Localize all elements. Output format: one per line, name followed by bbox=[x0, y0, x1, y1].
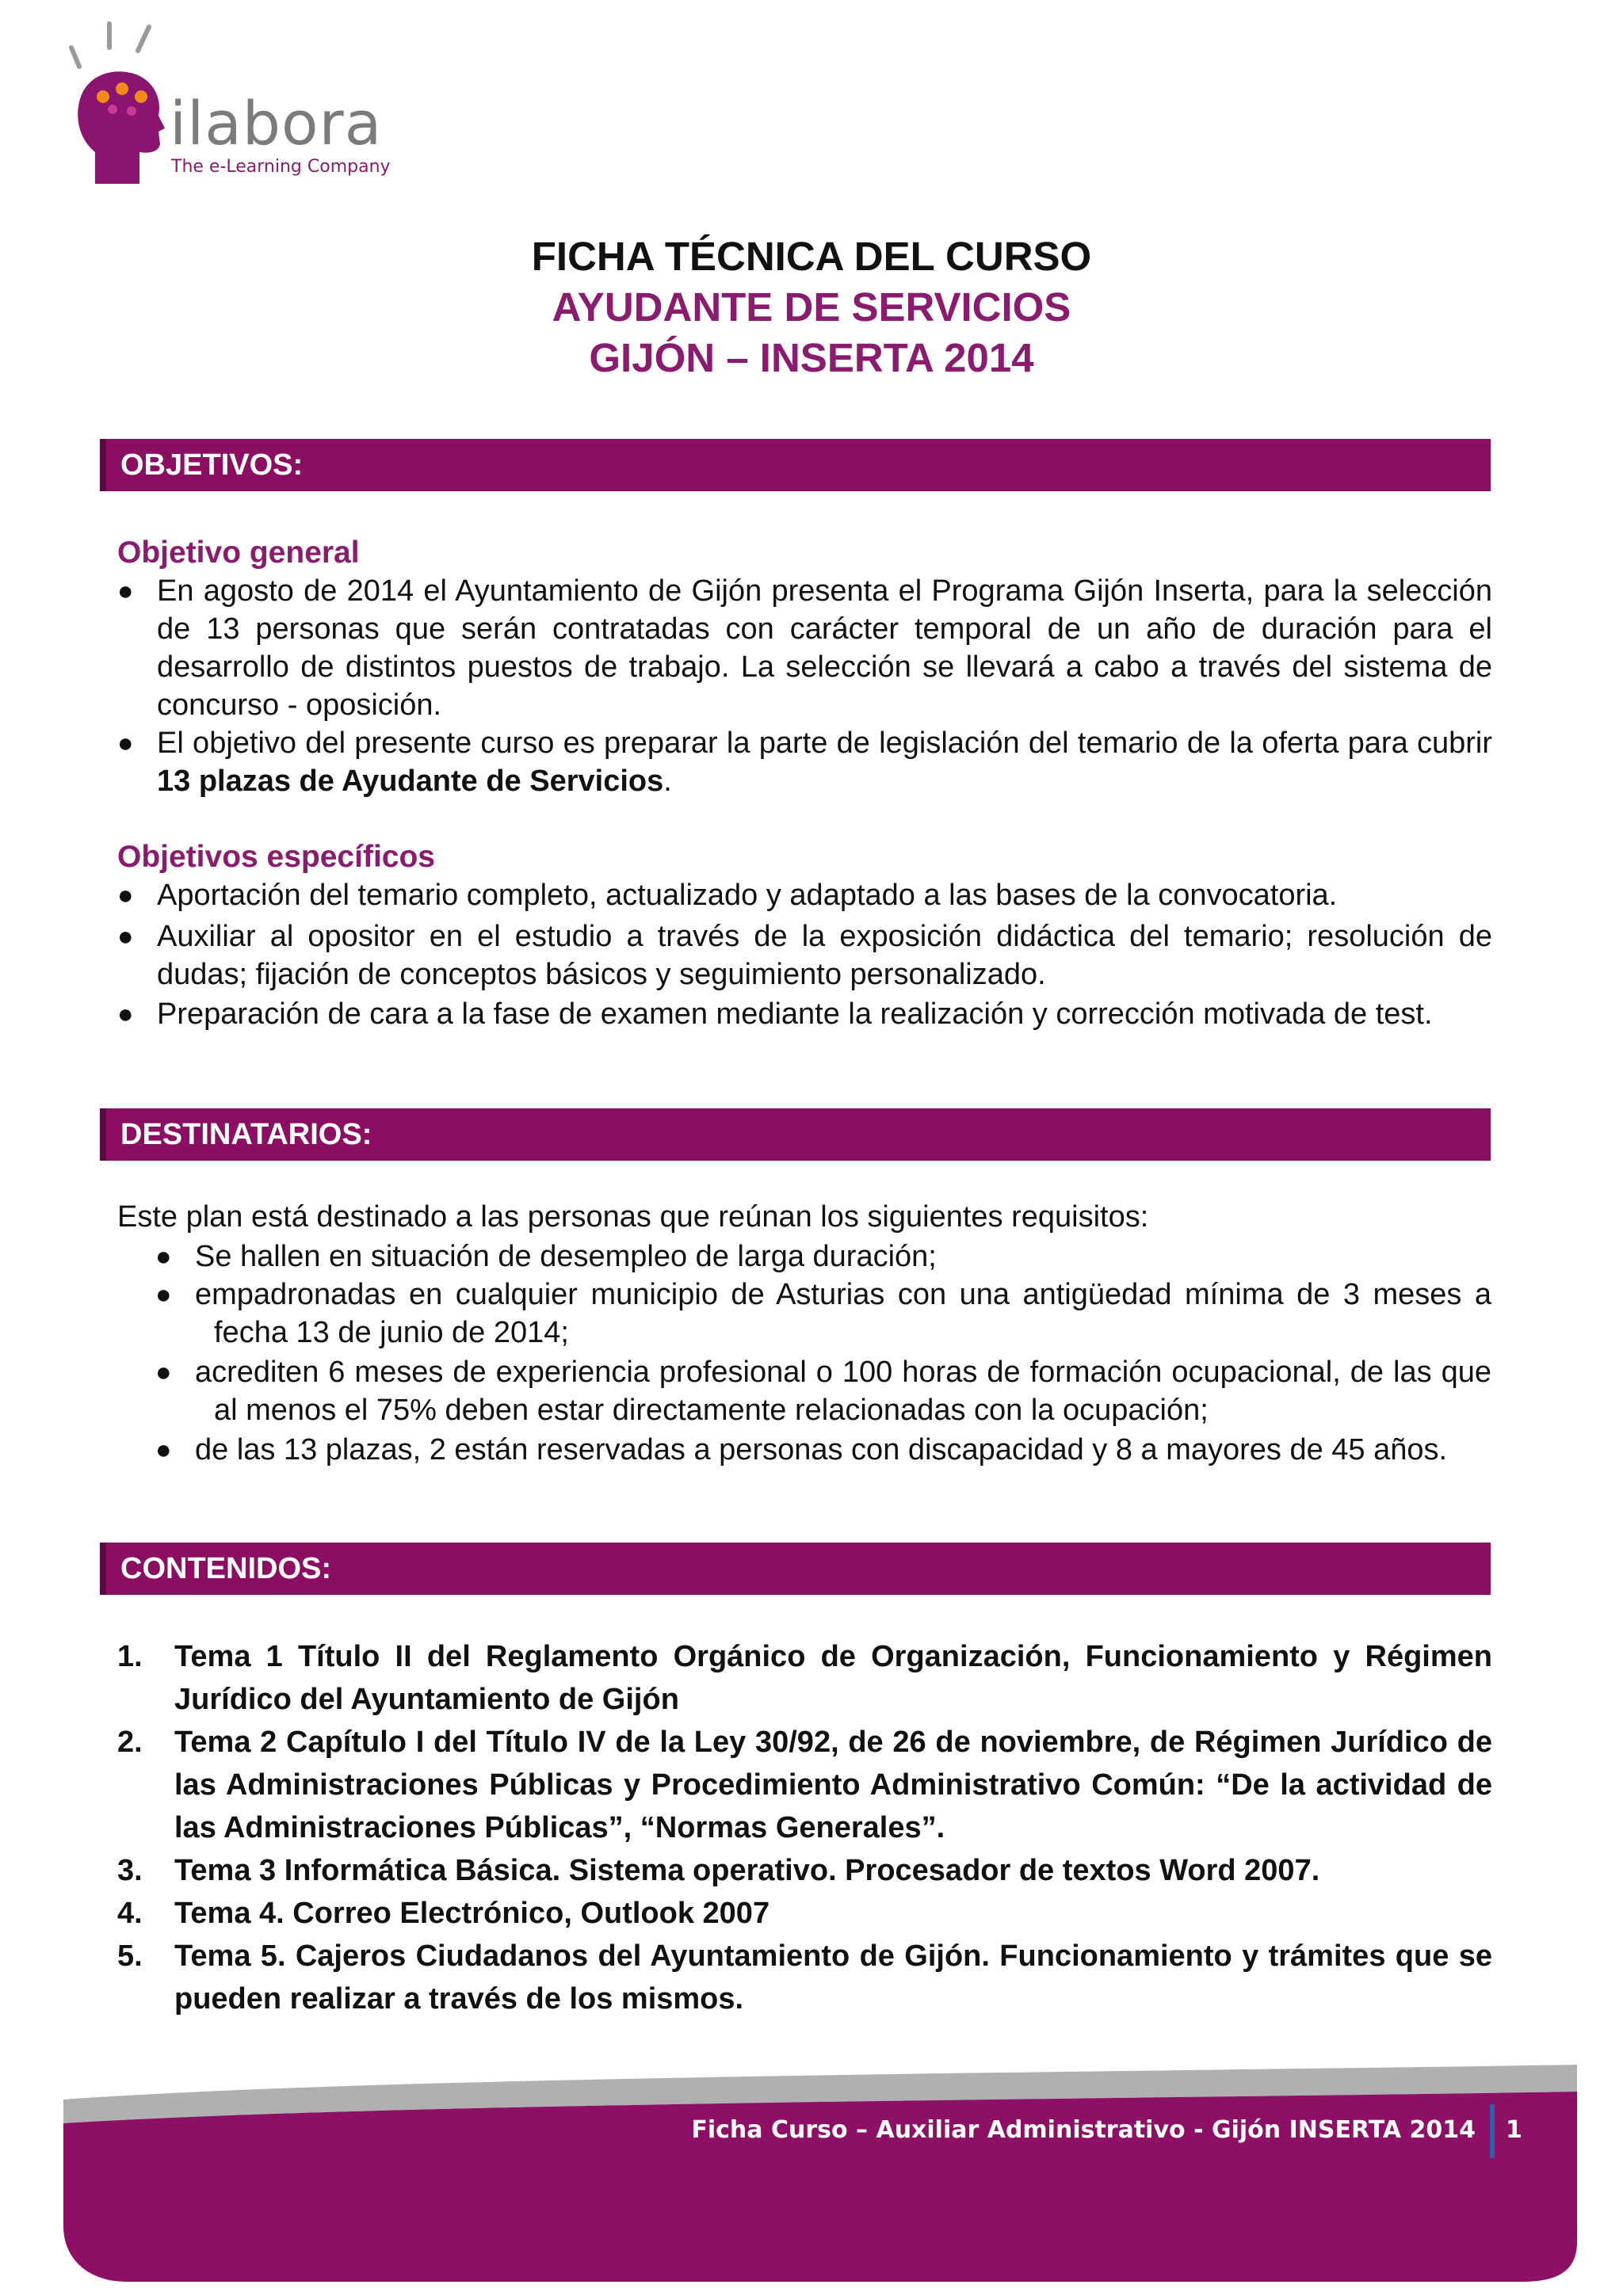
page-number: 1 bbox=[1506, 2116, 1522, 2144]
company-logo bbox=[63, 17, 412, 184]
list-item-text: Tema 4. Correo Electrónico, Outlook 2007 bbox=[174, 1897, 770, 1930]
list-item-text: Tema 3 Informática Básica. Sistema operativo. Procesador de textos Word 2007. bbox=[174, 1854, 1320, 1887]
list-item-number: 4. bbox=[117, 1897, 143, 1930]
list-item bbox=[117, 1635, 1492, 1721]
list-item-text: Se hallen en situación de desempleo de larga duración; bbox=[195, 1240, 937, 1273]
list-item-text: acrediten 6 meses de experiencia profesional o 100 horas de formación ocupacional, de las que al menos el 75% deben estar directamente relacionadas con la ocupación; bbox=[195, 1356, 1491, 1427]
list-item bbox=[117, 1935, 1492, 2020]
section-heading-contenidos bbox=[100, 1543, 1491, 1595]
list-item-text: El objetivo del presente curso es preparar la parte de legislación del temario de la oferta para cubrir 13 plazas de Ayudante de Servicios. bbox=[157, 727, 1492, 798]
list-item bbox=[117, 995, 1492, 1033]
bullet-icon: ● bbox=[155, 1357, 172, 1387]
list-item bbox=[117, 1849, 1492, 1892]
list-item-number: 5. bbox=[117, 1939, 143, 1973]
bullet-icon: ● bbox=[117, 880, 134, 910]
section-heading-destinatarios bbox=[100, 1108, 1491, 1161]
head-logo-icon bbox=[63, 17, 166, 184]
list-item-number: 3. bbox=[117, 1854, 143, 1887]
list-item-text: Aportación del temario completo, actualizado y adaptado a las bases de la convocatoria. bbox=[157, 879, 1338, 912]
list-item-number: 2. bbox=[117, 1726, 143, 1759]
list-item bbox=[117, 572, 1492, 724]
section-heading-label: DESTINATARIOS: bbox=[120, 1118, 372, 1151]
bullet-icon: ● bbox=[155, 1435, 172, 1465]
section-heading-objetivos bbox=[100, 439, 1491, 491]
list-item bbox=[155, 1276, 1491, 1352]
list-item bbox=[155, 1431, 1491, 1469]
list-item-text: Tema 1 Título II del Reglamento Orgánico de Organización, Funcionamiento y Régimen Jurídico del Ayuntamiento de Gijón bbox=[174, 1640, 1492, 1716]
title-line-3: GIJÓN – INSERTA 2014 bbox=[589, 335, 1034, 380]
subheading-objetivo-general: Objetivo general bbox=[117, 536, 360, 570]
list-item-text: de las 13 plazas, 2 están reservadas a personas con discapacidad y 8 a mayores de 45 años. bbox=[195, 1433, 1448, 1466]
list-item bbox=[155, 1238, 1491, 1276]
logo-tagline: The e-Learning Company bbox=[171, 157, 391, 177]
list-item bbox=[117, 1892, 1492, 1935]
list-item bbox=[117, 1721, 1492, 1849]
list-item-text: Preparación de cara a la fase de examen mediante la realización y corrección motivada de test. bbox=[157, 997, 1433, 1031]
title-line-2: AYUDANTE DE SERVICIOS bbox=[552, 284, 1071, 330]
bullet-icon: ● bbox=[117, 576, 134, 606]
title-line-1: FICHA TÉCNICA DEL CURSO bbox=[531, 234, 1092, 279]
highlight-text: 13 plazas de Ayudante de Servicios bbox=[157, 765, 664, 798]
section-heading-label: OBJETIVOS: bbox=[120, 448, 304, 482]
bullet-icon: ● bbox=[117, 921, 134, 952]
footer-wave-decoration bbox=[0, 2044, 1623, 2296]
document-title bbox=[0, 231, 1623, 383]
list-item-text: Tema 2 Capítulo I del Título IV de la Ley 30/92, de 26 de noviembre, de Régimen Jurídico de las Administraciones Públicas y Procedimiento Administrativo Común: “De la actividad de las Administraciones Públicas”, “Normas Generales”. bbox=[174, 1726, 1492, 1844]
logo-wordmark: ilabora bbox=[170, 88, 383, 158]
list-item-text: Tema 5. Cajeros Ciudadanos del Ayuntamiento de Gijón. Funcionamiento y trámites que se pueden realizar a través de los mismos. bbox=[174, 1939, 1492, 2016]
list-item-text: En agosto de 2014 el Ayuntamiento de Gijón presenta el Programa Gijón Inserta, para la selección de 13 personas que serán contratadas con carácter temporal de un año de duración para el desarrollo de distintos puestos de trabajo. La selección se llevará a cabo a través del sistema de concurso - oposición. bbox=[157, 574, 1492, 722]
list-item bbox=[117, 917, 1492, 994]
list-item bbox=[155, 1353, 1491, 1429]
bullet-icon: ● bbox=[117, 728, 134, 758]
subheading-objetivos-especificos: Objetivos específicos bbox=[117, 840, 435, 874]
destinatarios-intro: Este plan está destinado a las personas que reúnan los siguientes requisitos: bbox=[117, 1200, 1149, 1234]
list-item-text: empadronadas en cualquier municipio de Asturias con una antigüedad mínima de 3 meses a fecha 13 de junio de 2014; bbox=[195, 1278, 1491, 1349]
list-item bbox=[117, 876, 1492, 914]
list-item-text: Auxiliar al opositor en el estudio a través de la exposición didáctica del temario; resolución de dudas; fijación de conceptos básicos y seguimiento personalizado. bbox=[157, 920, 1492, 991]
section-heading-label: CONTENIDOS: bbox=[120, 1552, 331, 1585]
bullet-icon: ● bbox=[155, 1280, 172, 1310]
list-item-number: 1. bbox=[117, 1640, 143, 1673]
footer-separator bbox=[1490, 2104, 1495, 2158]
list-item bbox=[117, 724, 1492, 800]
bullet-icon: ● bbox=[117, 999, 134, 1029]
bullet-icon: ● bbox=[155, 1241, 172, 1272]
footer-course-title: Ficha Curso – Auxiliar Administrativo - Gijón INSERTA 2014 bbox=[691, 2116, 1476, 2144]
